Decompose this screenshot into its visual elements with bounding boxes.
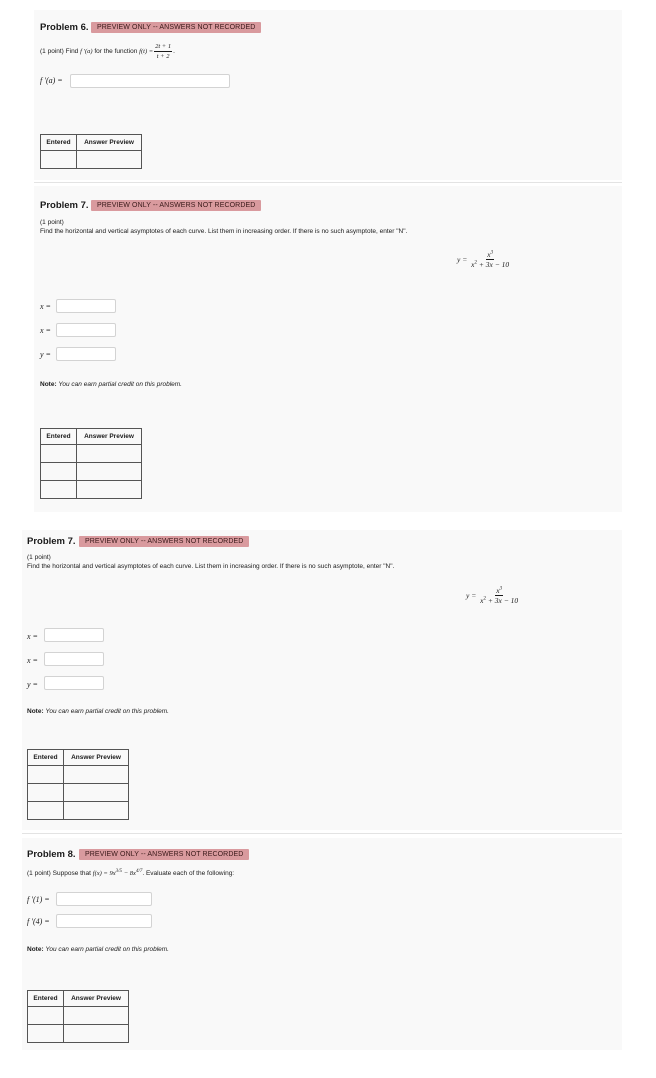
- function-fraction: [154, 42, 172, 61]
- horizontal-asymptote-input[interactable]: [44, 676, 104, 690]
- fraction-denominator: t + 2: [156, 53, 170, 60]
- function-end: . Evaluate each of the following:: [142, 870, 235, 877]
- table-cell: [28, 802, 64, 820]
- header-answer-preview: Answer Preview: [64, 991, 129, 1007]
- table-row: [28, 766, 129, 784]
- function-end: .: [173, 48, 175, 55]
- table-cell: [28, 784, 64, 802]
- table-row: [41, 151, 142, 169]
- problem-prompt: [40, 42, 175, 61]
- preview-badge: PREVIEW ONLY -- ANSWERS NOT RECORDED: [79, 536, 249, 547]
- table-row: [28, 784, 129, 802]
- problem-prompt: Find the horizontal and vertical asymptotes of each curve. List them in increasing order. If there is no such asymptote, enter "N".: [27, 563, 395, 570]
- table-cell: [28, 1025, 64, 1043]
- vertical-asymptote-input-1[interactable]: [56, 299, 116, 313]
- preview-badge: PREVIEW ONLY -- ANSWERS NOT RECORDED: [91, 22, 261, 33]
- table-cell: [28, 1007, 64, 1025]
- f-prime-1-input[interactable]: [56, 892, 152, 906]
- equation-denominator: $x^2 + 3x - 10$: [480, 596, 519, 605]
- table-row: [41, 445, 142, 463]
- answer-table: [40, 428, 142, 499]
- table-cell: [41, 463, 77, 481]
- function-lhs: f(x) = 9x: [92, 870, 116, 877]
- header-entered: Entered: [41, 429, 77, 445]
- equation-lhs: y =: [466, 591, 477, 600]
- header-entered: Entered: [41, 135, 77, 151]
- table-cell: [64, 802, 129, 820]
- answer-label: x =: [40, 302, 51, 311]
- prompt-text: (1 point) Suppose that: [27, 870, 91, 877]
- curve-equation: [457, 250, 511, 269]
- problem-points: (1 point): [40, 219, 64, 226]
- vertical-asymptote-input-2[interactable]: [44, 652, 104, 666]
- table-header-row: [28, 991, 129, 1007]
- table-row: [28, 802, 129, 820]
- answer-label: f ′(4) =: [27, 917, 50, 926]
- equation-lhs: y =: [457, 255, 468, 264]
- header-entered: Entered: [28, 991, 64, 1007]
- function-mid: − 8x: [123, 870, 136, 877]
- header-answer-preview: Answer Preview: [77, 135, 142, 151]
- answer-table: [40, 134, 142, 169]
- table-header-row: [41, 429, 142, 445]
- table-header-row: [41, 135, 142, 151]
- horizontal-asymptote-input[interactable]: [56, 347, 116, 361]
- preview-badge: PREVIEW ONLY -- ANSWERS NOT RECORDED: [91, 200, 261, 211]
- equation-fraction: [470, 250, 510, 269]
- answer-label: x =: [40, 326, 51, 335]
- fraction-numerator: 2t + 1: [155, 43, 172, 50]
- answer-label: y =: [27, 680, 38, 689]
- divider: [34, 182, 622, 183]
- table-cell: [41, 445, 77, 463]
- equation-denominator: $x^2 + 3x - 10$: [471, 260, 510, 269]
- equation-numerator: $x^3$: [487, 250, 494, 259]
- curve-equation: [466, 586, 520, 605]
- table-cell: [77, 151, 142, 169]
- answer-table: [27, 990, 129, 1043]
- header-answer-preview: Answer Preview: [77, 429, 142, 445]
- equation-numerator: $x^3$: [496, 586, 503, 595]
- problem-title: Problem 7.: [27, 536, 76, 547]
- answer-input[interactable]: [70, 74, 230, 88]
- table-cell: [64, 766, 129, 784]
- prompt-text-mid: for the function: [94, 48, 138, 55]
- f-prime-4-input[interactable]: [56, 914, 152, 928]
- answer-table: [27, 749, 129, 820]
- exponent-1: 3/5: [115, 868, 122, 874]
- preview-badge: PREVIEW ONLY -- ANSWERS NOT RECORDED: [79, 849, 249, 860]
- table-cell: [28, 766, 64, 784]
- header-entered: Entered: [28, 750, 64, 766]
- answer-label: x =: [27, 632, 38, 641]
- table-header-row: [28, 750, 129, 766]
- header-answer-preview: Answer Preview: [64, 750, 129, 766]
- problem-title: Problem 8.: [27, 849, 76, 860]
- note: Note: You can earn partial credit on this problem.: [27, 708, 169, 715]
- problem-prompt: [27, 869, 234, 878]
- table-cell: [77, 463, 142, 481]
- prompt-text: (1 point) Find: [40, 48, 79, 55]
- table-cell: [77, 445, 142, 463]
- function-lhs: f(t) =: [139, 48, 154, 55]
- problem-prompt: Find the horizontal and vertical asymptotes of each curve. List them in increasing order. If there is no such asymptote, enter "N".: [40, 228, 408, 235]
- answer-label: f ′(a) =: [40, 76, 63, 85]
- problem-points: (1 point): [27, 554, 51, 561]
- note: Note: You can earn partial credit on this problem.: [27, 946, 169, 953]
- answer-label: f ′(1) =: [27, 895, 50, 904]
- table-row: [28, 1007, 129, 1025]
- table-cell: [77, 481, 142, 499]
- table-cell: [64, 784, 129, 802]
- table-row: [41, 463, 142, 481]
- divider: [22, 833, 622, 834]
- vertical-asymptote-input-1[interactable]: [44, 628, 104, 642]
- table-cell: [41, 481, 77, 499]
- exponent-2: 4/7: [135, 868, 143, 874]
- vertical-asymptote-input-2[interactable]: [56, 323, 116, 337]
- problem-title: Problem 7.: [40, 200, 89, 211]
- equation-fraction: [479, 586, 519, 605]
- table-cell: [41, 151, 77, 169]
- table-cell: [64, 1025, 129, 1043]
- prompt-derivative: f ′(a): [80, 48, 93, 55]
- answer-label: x =: [27, 656, 38, 665]
- table-row: [28, 1025, 129, 1043]
- note: Note: You can earn partial credit on this problem.: [40, 381, 182, 388]
- table-row: [41, 481, 142, 499]
- table-cell: [64, 1007, 129, 1025]
- problem-title: Problem 6.: [40, 22, 89, 33]
- answer-label: y =: [40, 350, 51, 359]
